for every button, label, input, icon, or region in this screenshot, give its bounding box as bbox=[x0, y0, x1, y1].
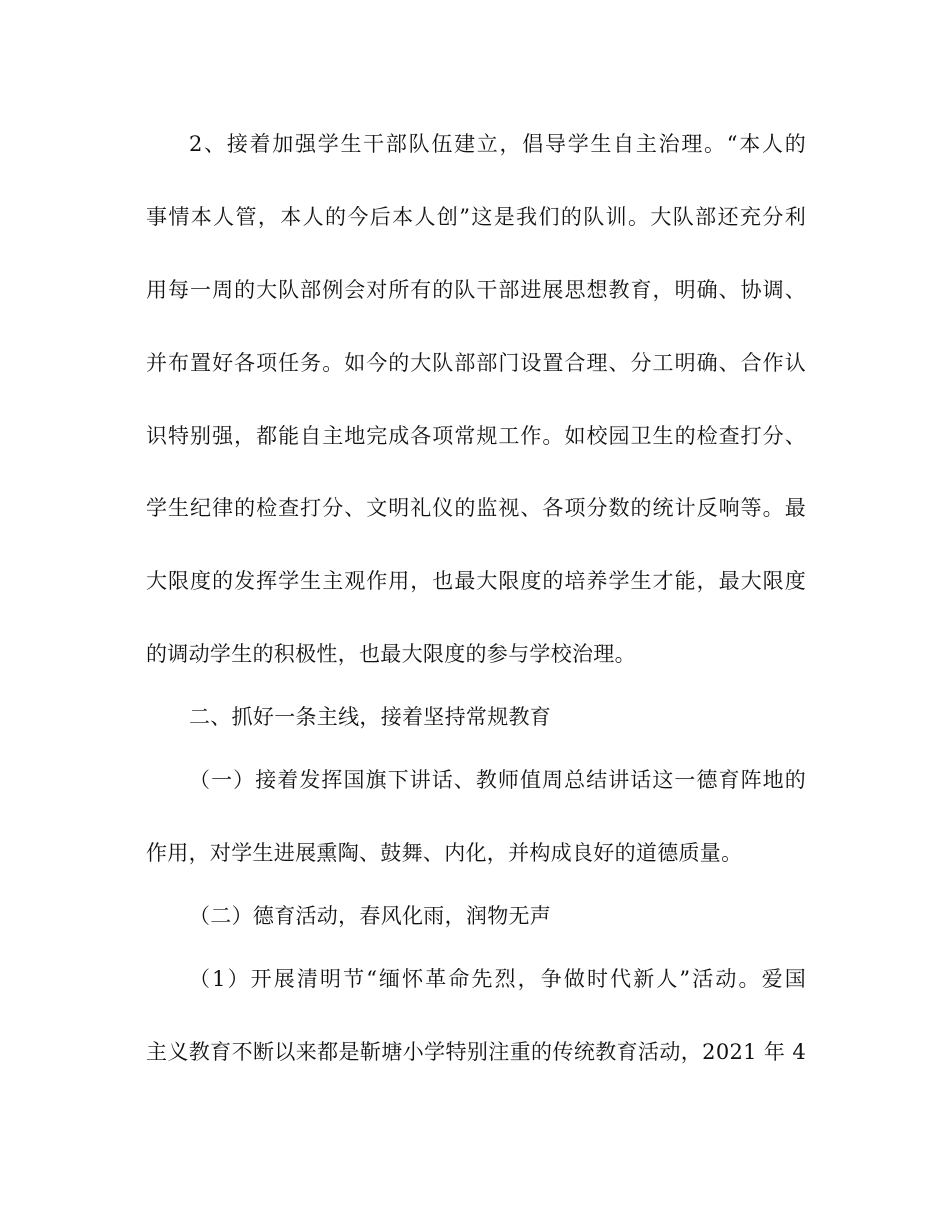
paragraph-line: 学生纪律的检查打分、文明礼仪的监视、各项分数的统计反响等。最 bbox=[146, 496, 806, 520]
paragraph-line: 用每一周的大队部例会对所有的队干部进展思想教育，明确、协调、 bbox=[146, 278, 806, 302]
paragraph-line: 作用，对学生进展熏陶、鼓舞、内化，并构成良好的道德质量。 bbox=[146, 841, 743, 865]
paragraph-line: 事情本人管，本人的今后本人创”这是我们的队训。大队部还充分利 bbox=[146, 205, 806, 229]
paragraph-line: 大限度的发挥学生主观作用，也最大限度的培养学生才能，最大限度 bbox=[146, 569, 806, 593]
paragraph-line: （1）开展清明节“缅怀革命先烈，争做时代新人”活动。爱国 bbox=[189, 967, 806, 991]
paragraph-line: （一）接着发挥国旗下讲话、教师值周总结讲话这一德育阵地的 bbox=[189, 768, 806, 792]
paragraph-line: 识特别强，都能自主地完成各项常规工作。如校园卫生的检查打分、 bbox=[146, 424, 806, 448]
paragraph-line: 2、接着加强学生干部队伍建立，倡导学生自主治理。“本人的 bbox=[189, 132, 806, 156]
paragraph-line: 主义教育不断以来都是靳塘小学特别注重的传统教育活动，2021 年 4 bbox=[146, 1040, 806, 1064]
subsection-heading: （二）德育活动，春风化雨，润物无声 bbox=[189, 904, 552, 928]
section-heading: 二、抓好一条主线，接着坚持常规教育 bbox=[189, 705, 552, 729]
paragraph-line: 的调动学生的积极性，也最大限度的参与学校治理。 bbox=[146, 642, 636, 666]
paragraph-line: 并布置好各项任务。如今的大队部部门设置合理、分工明确、合作认 bbox=[146, 351, 806, 375]
